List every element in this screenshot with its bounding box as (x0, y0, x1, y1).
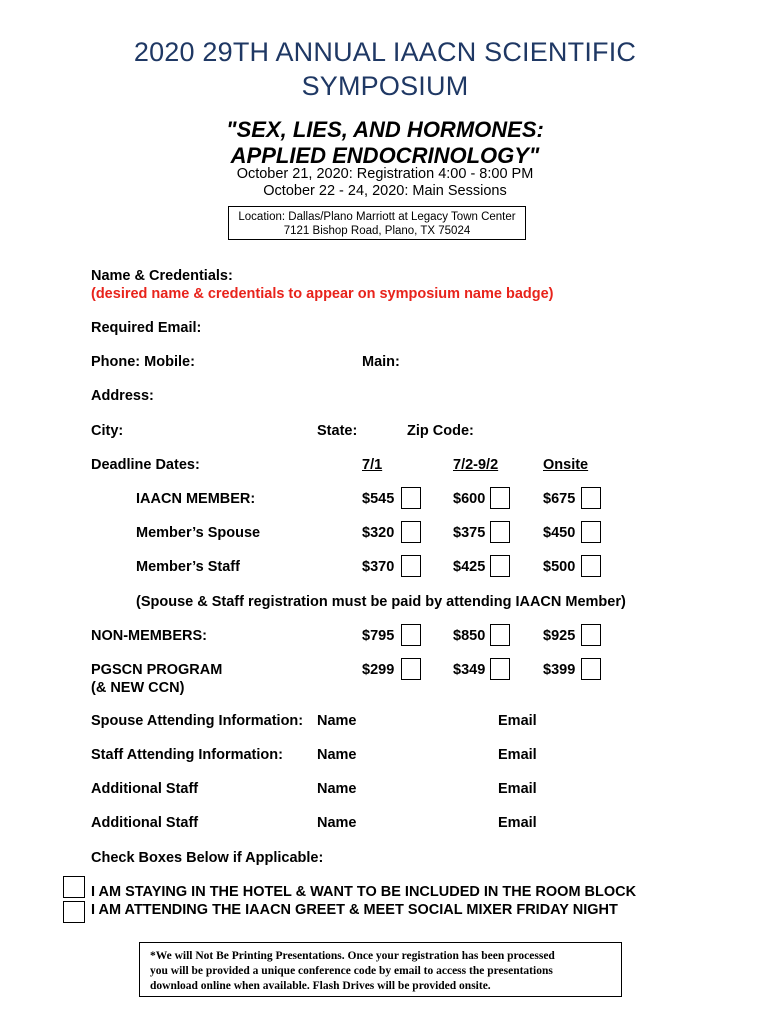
member-onsite-checkbox[interactable] (581, 487, 601, 509)
attendee-name-label: Name (317, 781, 357, 797)
price-onsite: $925 (543, 628, 576, 644)
presentations-note-line2: you will be provided a unique conference code by email to access the presentations (150, 965, 553, 977)
phone-mobile-label: Phone: Mobile: (91, 354, 195, 370)
page-title-line1: 2020 29TH ANNUAL IAACN SCIENTIFIC (133, 37, 637, 67)
zip-code-label: Zip Code: (407, 423, 474, 439)
price-row-label: PGSCN PROGRAM (91, 662, 223, 678)
state-label: State: (317, 423, 358, 439)
nonmember-onsite-checkbox[interactable] (581, 624, 601, 646)
staff-attending-label: Staff Attending Information: (91, 747, 283, 763)
attendee-email-label: Email (498, 713, 537, 729)
presentations-note-line3: download online when available. Flash Drives will be provided onsite. (150, 980, 491, 992)
page-title-line2: SYMPOSIUM (301, 71, 469, 101)
social-mixer-checkbox[interactable] (63, 901, 85, 923)
hotel-room-block-label: I AM STAYING IN THE HOTEL & WANT TO BE INCLUDED IN THE ROOM BLOCK (91, 884, 637, 900)
attendee-email-label: Email (498, 747, 537, 763)
deadline-column-early: 7/1 (362, 457, 383, 473)
price-regular: $349 (453, 662, 486, 678)
address-label: Address: (91, 388, 154, 404)
price-row-sublabel: (& NEW CCN) (91, 680, 185, 696)
pgscn-regular-checkbox[interactable] (490, 658, 510, 680)
location-venue: Location: Dallas/Plano Marriott at Legacy Town Center (238, 211, 516, 223)
price-row-label: NON-MEMBERS: (91, 628, 207, 644)
spouse-staff-note: (Spouse & Staff registration must be paid by attending IAACN Member) (136, 594, 626, 610)
attendee-name-label: Name (317, 713, 357, 729)
social-mixer-label: I AM ATTENDING THE IAACN GREET & MEET SOCIAL MIXER FRIDAY NIGHT (91, 902, 618, 918)
deadline-dates-label: Deadline Dates: (91, 457, 200, 473)
price-onsite: $675 (543, 491, 576, 507)
spouse-onsite-checkbox[interactable] (581, 521, 601, 543)
price-regular: $850 (453, 628, 486, 644)
pgscn-onsite-checkbox[interactable] (581, 658, 601, 680)
check-boxes-heading: Check Boxes Below if Applicable: (91, 850, 324, 866)
presentations-note-line1: *We will Not Be Printing Presentations. Once your registration has been processed (150, 950, 555, 962)
price-regular: $600 (453, 491, 486, 507)
price-row-label: Member’s Staff (136, 559, 240, 575)
name-credentials-label: Name & Credentials: (91, 268, 233, 284)
price-early: $299 (362, 662, 395, 678)
spouse-regular-checkbox[interactable] (490, 521, 510, 543)
location-address: 7121 Bishop Road, Plano, TX 75024 (283, 225, 471, 237)
phone-main-label: Main: (362, 354, 400, 370)
pgscn-early-checkbox[interactable] (401, 658, 421, 680)
price-early: $370 (362, 559, 395, 575)
spouse-early-checkbox[interactable] (401, 521, 421, 543)
price-onsite: $450 (543, 525, 576, 541)
member-early-checkbox[interactable] (401, 487, 421, 509)
subtitle-line1: "SEX, LIES, AND HORMONES: (226, 117, 544, 142)
price-onsite: $399 (543, 662, 576, 678)
attendee-name-label: Name (317, 815, 357, 831)
spouse-attending-label: Spouse Attending Information: (91, 713, 304, 729)
price-early: $545 (362, 491, 395, 507)
location-box (228, 206, 526, 240)
main-sessions-date: October 22 - 24, 2020: Main Sessions (263, 183, 507, 199)
required-email-label: Required Email: (91, 320, 202, 336)
staff-early-checkbox[interactable] (401, 555, 421, 577)
nonmember-early-checkbox[interactable] (401, 624, 421, 646)
staff-onsite-checkbox[interactable] (581, 555, 601, 577)
name-badge-note: (desired name & credentials to appear on symposium name badge) (91, 286, 554, 302)
member-regular-checkbox[interactable] (490, 487, 510, 509)
price-regular: $375 (453, 525, 486, 541)
price-regular: $425 (453, 559, 486, 575)
presentations-note (139, 942, 622, 997)
staff-regular-checkbox[interactable] (490, 555, 510, 577)
price-onsite: $500 (543, 559, 576, 575)
attendee-email-label: Email (498, 781, 537, 797)
price-row-label: Member’s Spouse (136, 525, 261, 541)
price-early: $795 (362, 628, 395, 644)
attendee-name-label: Name (317, 747, 357, 763)
deadline-column-onsite: Onsite (543, 457, 589, 473)
additional-staff-label: Additional Staff (91, 781, 199, 797)
registration-date: October 21, 2020: Registration 4:00 - 8:00 PM (236, 166, 534, 182)
price-row-label: IAACN MEMBER: (136, 491, 256, 507)
subtitle-line2: APPLIED ENDOCRINOLOGY" (230, 143, 540, 168)
deadline-column-regular: 7/2-9/2 (453, 457, 499, 473)
hotel-room-block-checkbox[interactable] (63, 876, 85, 898)
city-label: City: (91, 423, 124, 439)
attendee-email-label: Email (498, 815, 537, 831)
additional-staff-label: Additional Staff (91, 815, 199, 831)
price-early: $320 (362, 525, 395, 541)
nonmember-regular-checkbox[interactable] (490, 624, 510, 646)
